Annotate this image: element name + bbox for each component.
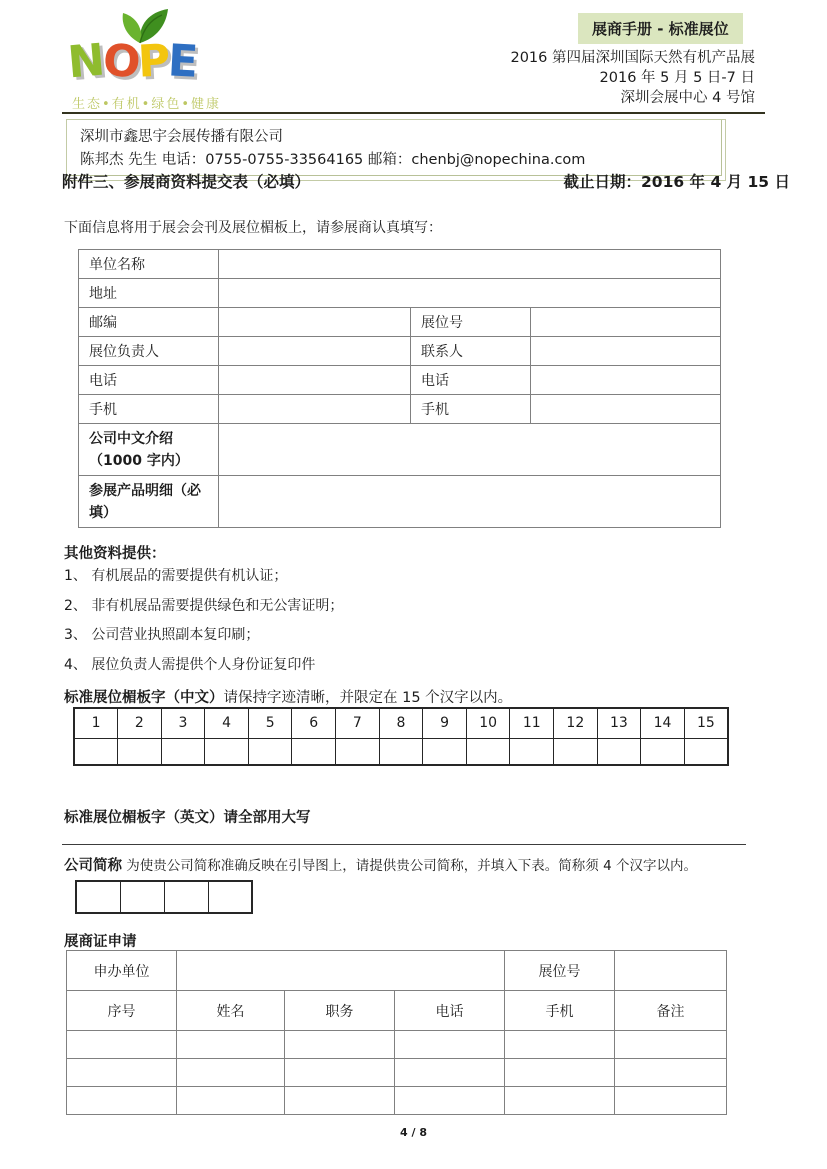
other-docs-list [64, 562, 343, 680]
logo-letter-e: E [167, 35, 198, 88]
organizer-company: 深圳市鑫思宇会展传播有限公司 [80, 129, 283, 145]
field-phone-1[interactable] [219, 366, 411, 395]
field-booth-no[interactable] [531, 308, 721, 337]
field-mobile-1[interactable] [219, 395, 411, 424]
label-company-intro: 公司中文介绍 （1000 字内） [79, 424, 219, 476]
col-header-mobile: 手机 [505, 991, 615, 1031]
label-company-name: 单位名称 [79, 250, 219, 279]
field-booth-no-2[interactable] [615, 951, 727, 991]
logo-letters [65, 34, 198, 89]
other-docs-item-3: 3、 公司营业执照副本复印刷； [64, 627, 260, 643]
field-booth-manager[interactable] [219, 337, 411, 366]
attachment-deadline: 截止日期：2016 年 4 月 15 日 [563, 173, 790, 191]
label-booth-no-2: 展位号 [505, 951, 615, 991]
other-docs-item-2: 2、 非有机展品需要提供绿色和无公害证明； [64, 597, 344, 614]
label-phone-1: 电话 [79, 366, 219, 395]
field-applicant-unit[interactable] [177, 951, 505, 991]
other-docs-item-4: 4、 展位负责人需提供个人身份证复印件 [64, 656, 316, 673]
label-mobile-1: 手机 [79, 395, 219, 424]
fascia-number-row: 1 2 3 4 5 6 7 8 9 10 11 12 13 14 15 [74, 708, 728, 738]
col-header-remark: 备注 [615, 991, 727, 1031]
label-postcode: 邮编 [79, 308, 219, 337]
field-address[interactable] [219, 279, 721, 308]
exhibitor-info-table [78, 249, 721, 528]
other-docs-title: 其他资料提供： [64, 546, 166, 562]
badge-table-header-row [67, 991, 727, 1031]
manual-type-badge: 展商手册 - 标准展位 [578, 13, 743, 44]
other-docs-item-1: 1、 有机展品的需要提供有机认证； [64, 568, 288, 584]
badge-entry-row-2[interactable] [67, 1059, 727, 1087]
abbr-write-row[interactable] [76, 881, 252, 913]
nope-logo [66, 6, 226, 106]
field-company-name[interactable] [219, 250, 721, 279]
event-venue: 深圳会展中心 4 号馆 [620, 90, 755, 106]
logo-letter-n: N [65, 34, 105, 89]
badge-entry-row-1[interactable] [67, 1031, 727, 1059]
label-mobile-2: 手机 [411, 395, 531, 424]
fascia-en-write-line[interactable] [62, 844, 746, 845]
form-intro: 下面信息将用于展会会刊及展位楣板上，请参展商认真填写： [64, 220, 442, 236]
fascia-cn-table [73, 707, 729, 766]
logo-letter-p: P [136, 35, 170, 88]
col-header-name: 姓名 [177, 991, 285, 1031]
logo-tagline: 生态•有机•绿色•健康 [72, 97, 222, 112]
company-abbr-label: 公司简称 [64, 858, 122, 874]
col-header-position: 职务 [285, 991, 395, 1031]
field-product-detail[interactable] [219, 476, 721, 528]
attachment-title: 附件三、参展商资料提交表（必填） [62, 173, 311, 191]
event-info [510, 48, 755, 108]
badge-application-title: 展商证申请 [64, 934, 137, 950]
label-contact-person: 联系人 [411, 337, 531, 366]
label-address: 地址 [79, 279, 219, 308]
label-booth-manager: 展位负责人 [79, 337, 219, 366]
label-product-detail: 参展产品明细（必 填） [79, 476, 219, 528]
label-phone-2: 电话 [411, 366, 531, 395]
field-phone-2[interactable] [531, 366, 721, 395]
label-applicant-unit: 申办单位 [67, 951, 177, 991]
header-divider [62, 112, 765, 114]
field-mobile-2[interactable] [531, 395, 721, 424]
company-abbr-paragraph: 公司简称 为使贵公司简称准确反映在引导图上，请提供贵公司简称，并填入下表。简称须 4 个汉字以内。 [64, 858, 697, 874]
badge-entry-row-3[interactable] [67, 1087, 727, 1115]
event-dates: 2016 年 5 月 5 日-7 日 [599, 70, 755, 86]
field-company-intro[interactable] [219, 424, 721, 476]
fascia-en-heading: 标准展位楣板字（英文）请全部用大写 [64, 810, 311, 826]
page-number: 4 / 8 [400, 1126, 427, 1139]
company-abbr-table [75, 880, 253, 914]
badge-application-table [66, 950, 727, 1115]
field-contact-person[interactable] [531, 337, 721, 366]
fascia-write-row[interactable] [74, 738, 728, 765]
field-postcode[interactable] [219, 308, 411, 337]
col-header-index: 序号 [67, 991, 177, 1031]
label-booth-no: 展位号 [411, 308, 531, 337]
event-title: 2016 第四届深圳国际天然有机产品展 [510, 50, 755, 66]
col-header-phone: 电话 [395, 991, 505, 1031]
fascia-cn-heading: 标准展位楣板字（中文）请保持字迹清晰，并限定在 15 个汉字以内。 [64, 690, 513, 706]
attachment-heading-row [62, 170, 790, 192]
organizer-contact-line: 陈邦杰 先生 电话：0755-0755-33564165 邮箱：chenbj@nopechina.com [80, 152, 586, 168]
organizer-contact-box [66, 119, 722, 176]
logo-letter-o: O [101, 34, 141, 89]
